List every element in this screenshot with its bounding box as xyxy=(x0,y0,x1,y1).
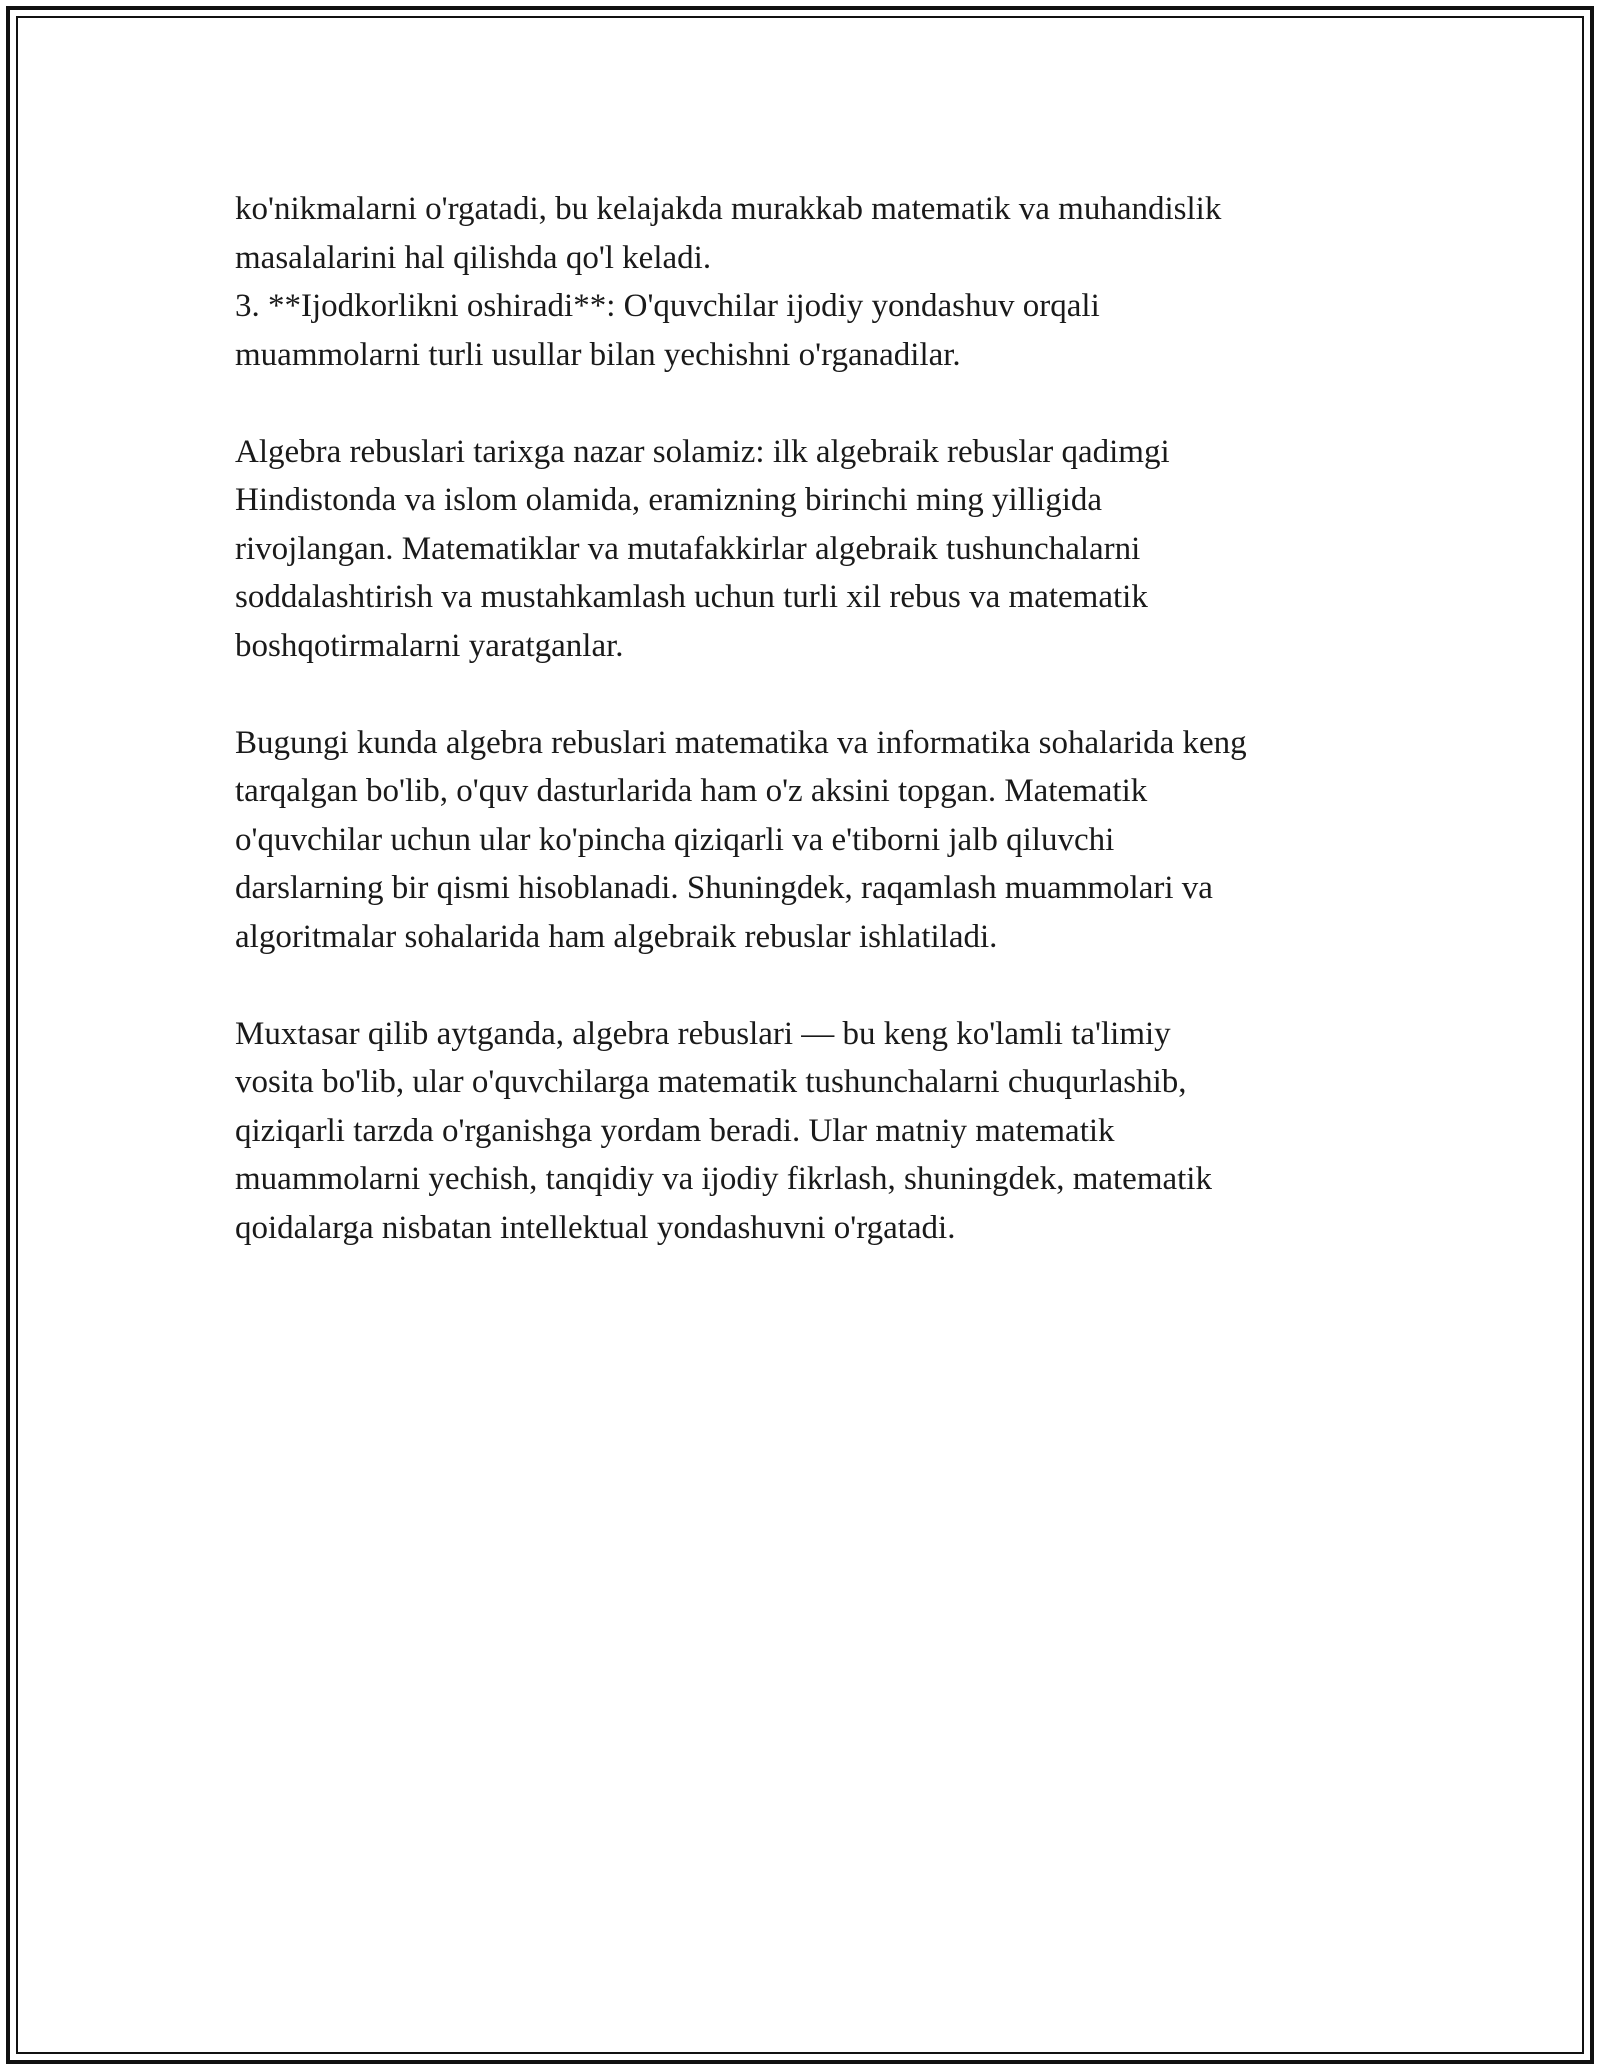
paragraph-history: Algebra rebuslari tarixga nazar solamiz: ilk algebraik rebuslar qadimgi Hindistonda va islom olamida, eramizning birinchi ming yilligida rivojlangan. Matematiklar va mutafakkirlar algebraik tushunchalarni soddalashtirish va mustahkamlash uchun turli xil rebus va matematik boshqotirmalarni yaratganlar. xyxy=(235,433,1170,664)
document-body xyxy=(235,185,1365,1252)
paragraph-benefits-continued: ko'nikmalarni o'rgatadi, bu kelajakda murakkab matematik va muhandislik masalalarini hal qilishda qo'l keladi. 3. **Ijodkorlikni oshiradi**: O'quvchilar ijodiy yondashuv orqali muammolarni turli usullar bilan yechishni o'rganadilar. xyxy=(235,191,1222,373)
paragraph-today: Bugungi kunda algebra rebuslari matematika va informatika sohalarida keng tarqalgan bo'lib, o'quv dasturlarida ham o'z aksini topgan. Matematik o'quvchilar uchun ular ko'pincha qiziqarli va e'tiborni jalb qiluvchi darslarning bir qismi hisoblanadi. Shuningdek, raqamlash muammolari va algoritmalar sohalarida ham algebraik rebuslar ishlatiladi. xyxy=(235,724,1247,955)
paragraph-summary: Muxtasar qilib aytganda, algebra rebuslari — bu keng ko'lamli ta'limiy vosita bo'lib, ular o'quvchilarga matematik tushunchalarni chuqurlashib, qiziqarli tarzda o'rganishga yordam beradi. Ular matniy matematik muammolarni yechish, tanqidiy va ijodiy fikrlash, shuningdek, matematik qoidalarga nisbatan intellektual yondashuvni o'rgatadi. xyxy=(235,1015,1212,1246)
